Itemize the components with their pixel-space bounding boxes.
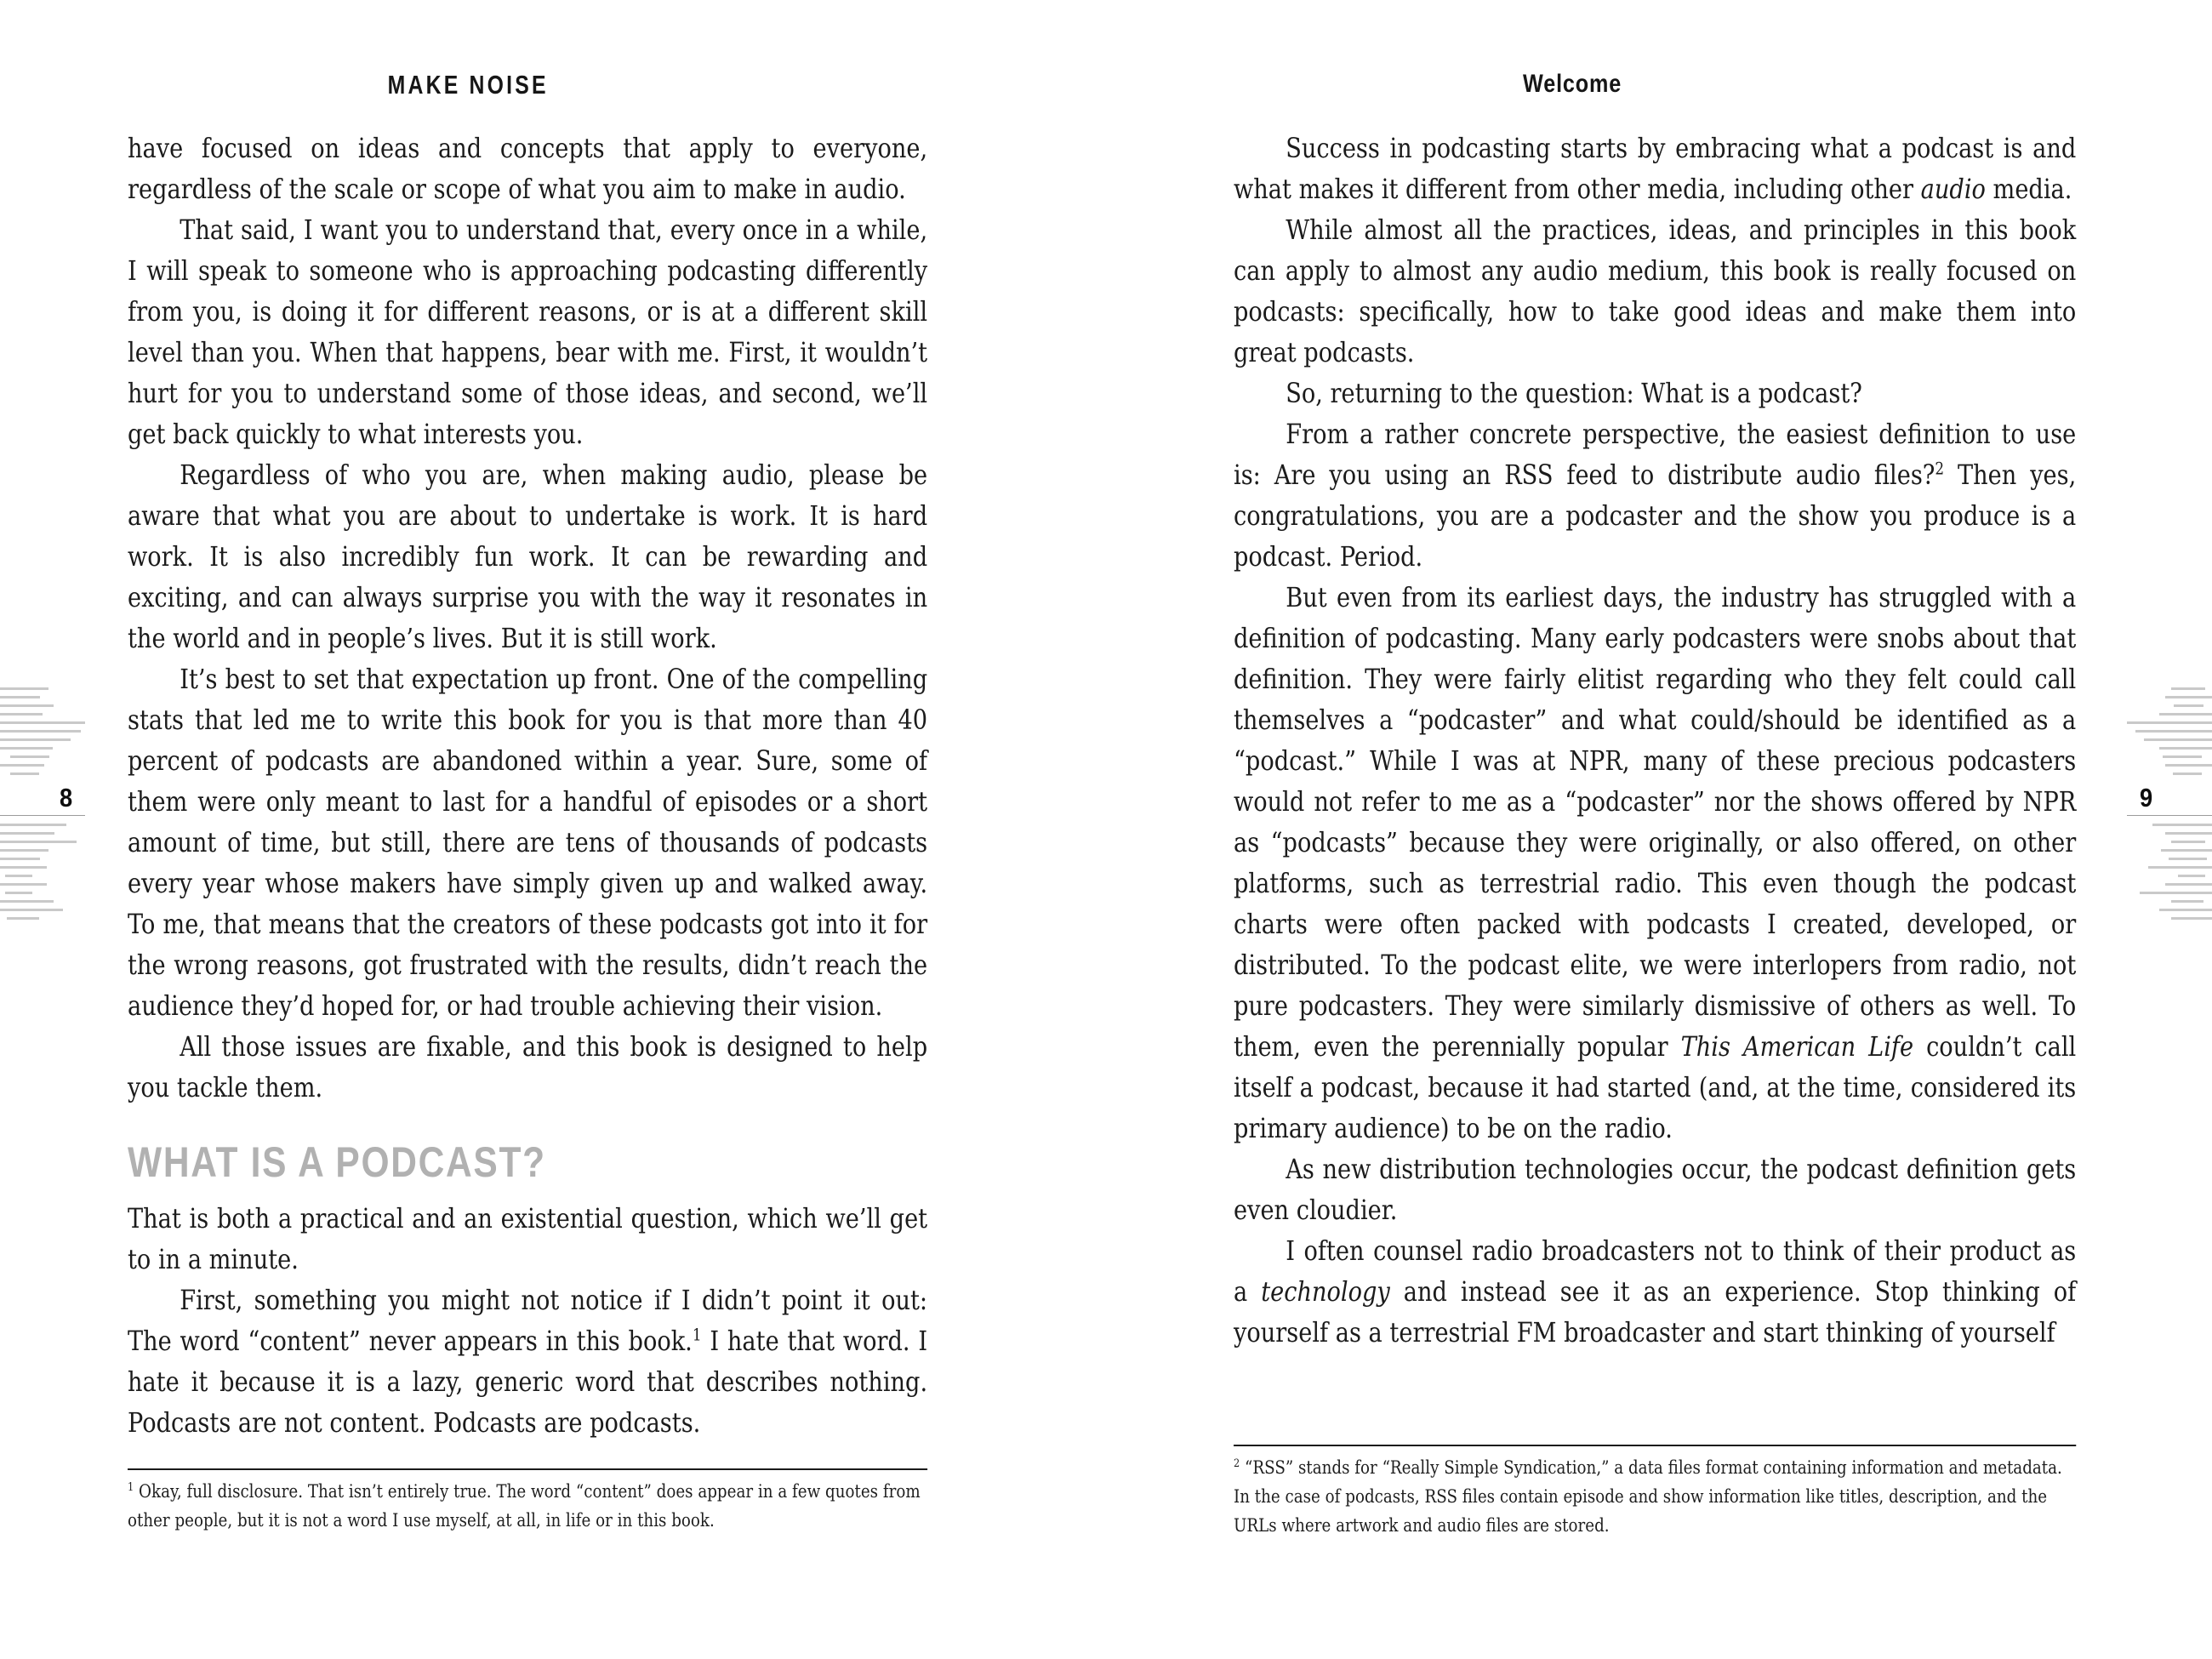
waveform-bars-top <box>2127 687 2212 775</box>
waveform-bar <box>2171 841 2205 843</box>
paragraph: While almost all the practices, ideas, and principles in this book can apply to almost any audio medium, this book is really focused on podcasts: specifically, how to take good ideas and make them into great podcasts. <box>1234 214 2077 368</box>
waveform-bar <box>0 713 43 715</box>
waveform-bar <box>10 772 39 775</box>
waveform-bar <box>2135 730 2212 733</box>
waveform-bar <box>2140 892 2212 894</box>
waveform-bar <box>0 764 44 767</box>
paragraph: I often counsel radio broadcasters not to think of their product as a technology and instead see it as an experience. Stop thinking of yourself as a terrestrial FM broadcaster and start thinking of yourself <box>1234 1234 2077 1348</box>
waveform-bar <box>0 696 40 698</box>
waveform-bar <box>0 730 81 733</box>
waveform-bar <box>5 875 32 877</box>
page-number-row <box>0 781 85 815</box>
running-head-left <box>94 70 842 104</box>
waveform-bar <box>0 866 47 869</box>
waveform-bars-bottom <box>0 824 85 920</box>
waveform-decoration-right <box>2127 687 2212 926</box>
waveform-bar <box>0 832 54 835</box>
waveform-bar <box>2178 875 2205 877</box>
waveform-bar <box>2161 849 2212 852</box>
footnote-text: $^2$ “RSS” stands for “Really Simple Syndication,” a data files format containing information and metadata. In the case of podcasts, RSS files contain episode and show information like titles, description, and the URLs where artwork and audio files are stored. <box>1234 1457 2062 1536</box>
waveform-bar <box>2174 704 2203 707</box>
waveform-bar <box>0 704 54 707</box>
page-number-rule <box>2127 815 2212 816</box>
paragraph: That is both a practical and an existential question, which we’ll get to in a minute. <box>128 1202 928 1275</box>
waveform-bar <box>2173 772 2202 775</box>
paragraph: That said, I want you to understand that, every once in a while, I will speak to someone who is approaching podcasting differently from you, is doing it for different reasons, or is at a different skill level than you. When that happens, bear with me. First, it wouldn’t hurt for you to understand some of those ideas, and second, we’ll get back quickly to what interests you. <box>128 214 928 450</box>
paragraph: So, returning to the question: What is a podcast? <box>1286 377 1862 409</box>
page-number-right: 9 <box>2140 783 2153 812</box>
right-footnote <box>1234 1445 2076 1541</box>
waveform-bar <box>2171 900 2203 903</box>
page-number-left: 8 <box>59 783 72 812</box>
waveform-bar <box>2159 909 2212 911</box>
paragraph: First, something you might not notice if I didn’t point it out: The word “content” never appears in this book.$^1$ I hate that word. I hate it because it is a lazy, generic word that describes nothing. Podcasts are not content. Podcasts are podcasts. <box>128 1284 928 1439</box>
waveform-bar <box>0 900 54 903</box>
chapter-title: Welcome <box>1522 70 1622 98</box>
waveform-bar <box>2144 738 2212 741</box>
left-page-body <box>128 128 927 1443</box>
waveform-bar <box>0 883 47 886</box>
waveform-bar <box>0 858 40 860</box>
page-number-rule <box>0 815 85 816</box>
page-number-row <box>2127 781 2212 815</box>
waveform-bars-top <box>0 687 85 775</box>
waveform-bar <box>7 917 39 920</box>
paragraph: From a rather concrete perspective, the easiest definition to use is: Are you using an RSS feed to distribute audio files?$^2$ Then yes, congratulations, you are a podcaster and the show you produce is a podcast. Period. <box>1234 418 2077 573</box>
waveform-bar <box>0 841 77 843</box>
waveform-decoration-left <box>0 687 85 926</box>
waveform-bar <box>2152 824 2212 826</box>
footnote-text: $^1$ Okay, full disclosure. That isn’t entirely true. The word “content” does appear in a few quotes from other people, but it is not a word I use myself, at all, in life or in this book. <box>128 1480 921 1531</box>
section-heading: WHAT IS A PODCAST? <box>128 1138 546 1186</box>
waveform-bar <box>0 738 71 741</box>
paragraph: As new distribution technologies occur, the podcast definition gets even cloudier. <box>1234 1153 2077 1226</box>
waveform-bar <box>2165 764 2212 767</box>
paragraph: All those issues are fixable, and this book is designed to help you tackle them. <box>128 1030 928 1103</box>
waveform-bar <box>0 687 48 690</box>
waveform-bar <box>2171 687 2205 690</box>
waveform-bar <box>2148 866 2212 869</box>
waveform-bar <box>0 721 85 724</box>
running-head-right <box>1198 70 1947 104</box>
waveform-bar <box>2165 696 2212 698</box>
waveform-bar <box>10 755 49 758</box>
right-page-body <box>1234 128 2076 1353</box>
waveform-bar <box>5 892 32 894</box>
footnote-divider <box>128 1468 927 1470</box>
waveform-bar <box>0 849 48 852</box>
waveform-bar <box>0 747 53 750</box>
paragraph: Regardless of who you are, when making audio, please be aware that what you are about to undertake is work. It is hard work. It is also incredibly fun work. It can be rewarding and exciting, and can always surprise you with the way it resonates in the world and in people’s lives. But it is still work. <box>128 459 928 654</box>
paragraph: But even from its earliest days, the industry has struggled with a definition of podcasting. Many early podcasters were snobs about that definition. They were fairly elitist regarding who they felt could call themselves a “podcaster” and what could/should be identified as a “podcast.” While I was at NPR, many of these precious podcasters would not refer to me as a “podcaster” nor the shows offered by NPR as “podcasts” because they were originally, or also offered, on other platforms, such as terrestrial radio. This even though the podcast charts were often packed with podcasts I created, developed, or distributed. To the podcast elite, we were interlopers from radio, not pure podcasters. They were similarly dismissive of others as well. To them, even the perennially popular This American Life couldn’t call itself a podcast, because it had started (and, at the time, considered its primary audience) to be on the radio. <box>1234 581 2077 1144</box>
book-title: MAKE NOISE <box>387 70 549 100</box>
waveform-bar <box>0 824 66 826</box>
waveform-bars-bottom <box>2127 824 2212 920</box>
waveform-bar <box>2169 858 2207 860</box>
waveform-bar <box>2171 917 2212 920</box>
waveform-bar <box>2127 721 2212 724</box>
waveform-bar <box>2159 747 2212 750</box>
paragraph: Success in podcasting starts by embracing what a podcast is and what makes it different from other media, including other audio media. <box>1234 132 2077 205</box>
waveform-bar <box>2165 883 2212 886</box>
waveform-bar <box>0 909 63 911</box>
waveform-bar <box>2165 832 2212 835</box>
waveform-bar <box>2163 755 2202 758</box>
footnote-divider <box>1234 1445 2076 1446</box>
left-footnote <box>128 1468 927 1536</box>
paragraph: It’s best to set that expectation up front. One of the compelling stats that led me to write this book for you is that more than 40 percent of podcasts are abandoned within a year. Sure, some of them were only meant to last for a handful of episodes or a short amount of time, but still, there are tens of thousands of podcasts every year whose makers have simply given up and walked away. To me, that means that the creators of these podcasts got into it for the wrong reasons, got frustrated with the results, didn’t reach the audience they’d hoped for, or had trouble achieving their vision. <box>128 663 928 1022</box>
waveform-bar <box>2159 713 2212 715</box>
paragraph: have focused on ideas and concepts that apply to everyone, regardless of the scale or scope of what you aim to make in audio. <box>128 132 928 205</box>
